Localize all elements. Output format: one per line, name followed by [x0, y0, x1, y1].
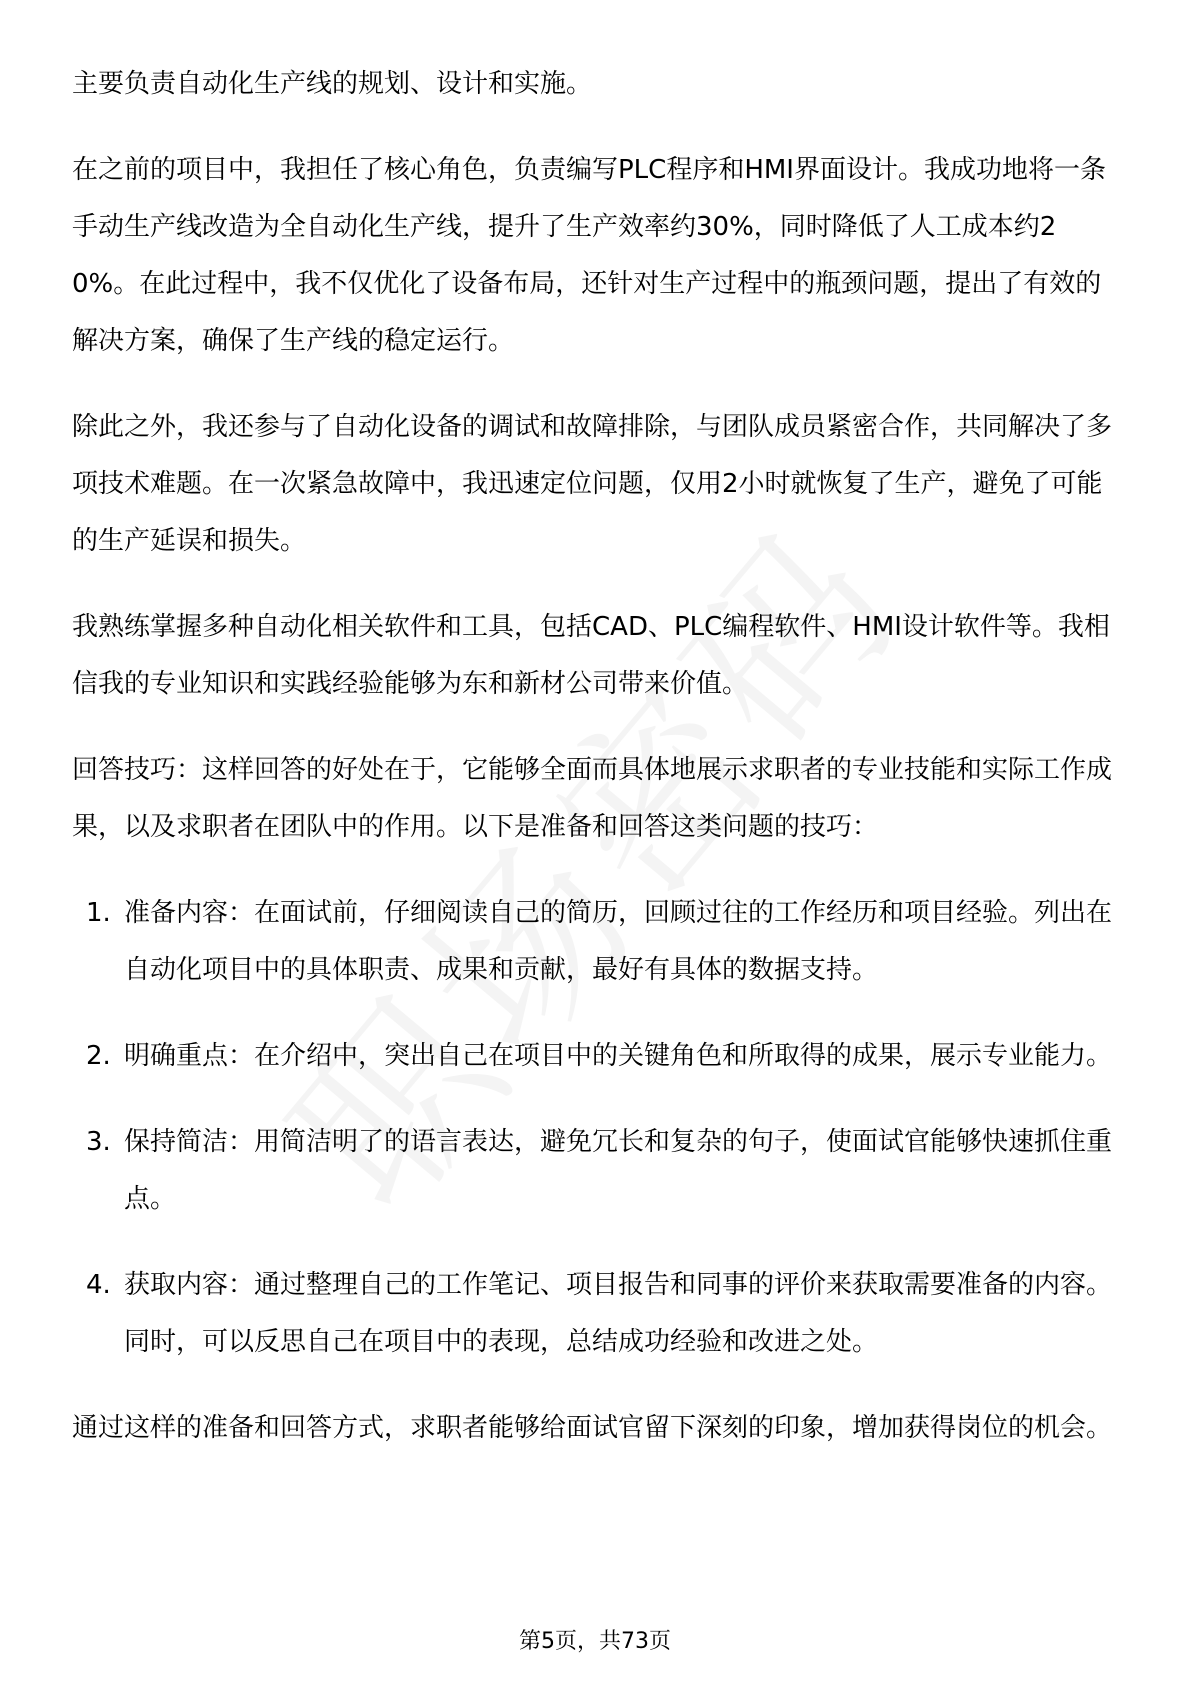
list-item	[72, 1114, 1118, 1228]
list-item	[72, 1257, 1118, 1371]
paragraph-closing: 通过这样的准备和回答方式，求职者能够给面试官留下深刻的印象，增加获得岗位的机会。	[72, 1413, 1113, 1443]
list-item-text: 获取内容：通过整理自己的工作笔记、项目报告和同事的评价来获取需要准备的内容。同时，可以反思自己在项目中的表现，总结成功经验和改进之处。	[124, 1270, 1113, 1357]
list-marker: 2.	[86, 1041, 111, 1071]
tips-list	[72, 885, 1118, 1371]
list-item	[72, 885, 1118, 999]
list-item-text: 保持简洁：用简洁明了的语言表达，避免冗长和复杂的句子，使面试官能够快速抓住重点。	[124, 1127, 1113, 1214]
paragraph-answer-tips-intro: 回答技巧：这样回答的好处在于，它能够全面而具体地展示求职者的专业技能和实际工作成果，以及求职者在团队中的作用。以下是准备和回答这类问题的技巧：	[72, 755, 1113, 842]
paragraph-project-experience: 在之前的项目中，我担任了核心角色，负责编写PLC程序和HMI界面设计。我成功地将一条手动生产线改造为全自动化生产线，提升了生产效率约30%，同时降低了人工成本约20%。在此过程中，我不仅优化了设备布局，还针对生产过程中的瓶颈问题，提出了有效的解决方案，确保了生产线的稳定运行。	[72, 155, 1106, 356]
document-body	[72, 56, 1118, 1486]
list-marker: 4.	[86, 1270, 111, 1300]
list-item-text: 明确重点：在介绍中，突出自己在项目中的关键角色和所取得的成果，展示专业能力。	[124, 1041, 1113, 1071]
paragraph-responsibility: 主要负责自动化生产线的规划、设计和实施。	[72, 69, 593, 99]
paragraph-skills: 我熟练掌握多种自动化相关软件和工具，包括CAD、PLC编程软件、HMI设计软件等。我相信我的专业知识和实践经验能够为东和新材公司带来价值。	[72, 612, 1110, 699]
paragraph-troubleshooting: 除此之外，我还参与了自动化设备的调试和故障排除，与团队成员紧密合作，共同解决了多项技术难题。在一次紧急故障中，我迅速定位问题，仅用2小时就恢复了生产，避免了可能的生产延误和损失。	[72, 412, 1113, 556]
list-item	[72, 1028, 1118, 1085]
page-number-footer: 第5页，共73页	[519, 1629, 671, 1654]
list-marker: 3.	[86, 1127, 111, 1157]
list-marker: 1.	[86, 898, 111, 928]
list-item-text: 准备内容：在面试前，仔细阅读自己的简历，回顾过往的工作经历和项目经验。列出在自动化项目中的具体职责、成果和贡献，最好有具体的数据支持。	[124, 898, 1113, 985]
